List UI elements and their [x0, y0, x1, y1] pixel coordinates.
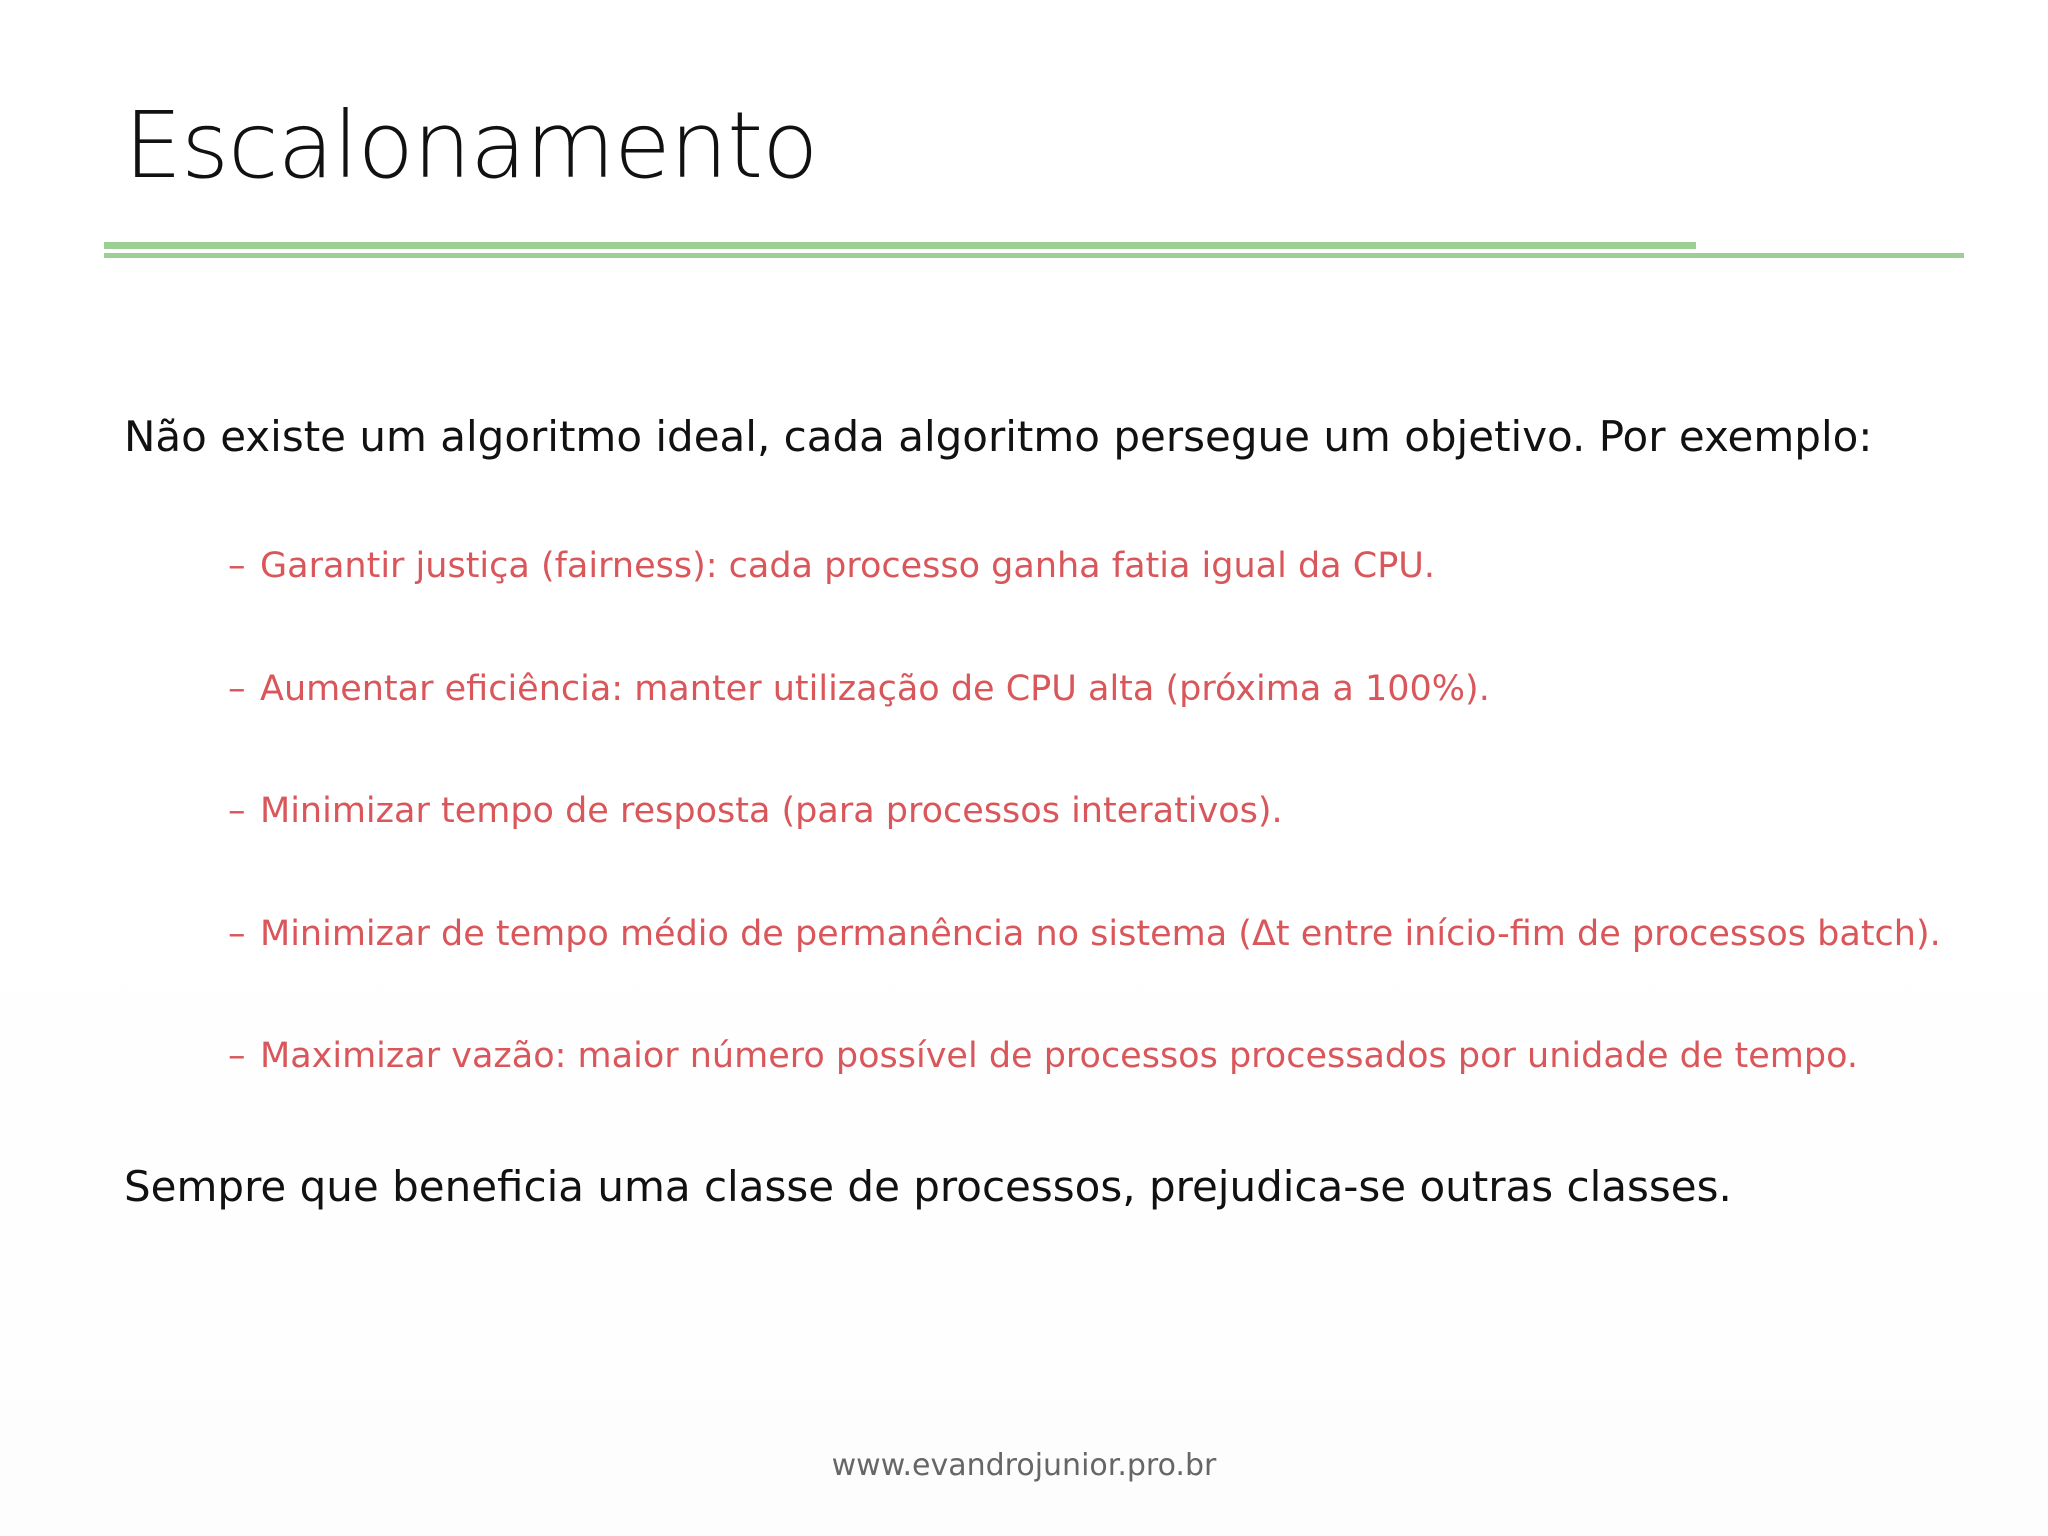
slide-title: Escalonamento [124, 92, 818, 199]
bullet-marker: – [228, 913, 246, 954]
list-item-text: Minimizar tempo de resposta (para processos interativos). [260, 791, 1283, 831]
bullet-marker: – [228, 546, 246, 586]
bullet-marker: – [228, 791, 246, 831]
list-item [228, 785, 1941, 908]
list-item [228, 663, 1941, 786]
list-item-text: Garantir justiça (fairness): cada processo ganha fatia igual da CPU. [260, 546, 1436, 586]
bullet-marker: – [228, 668, 246, 709]
title-underline-lower [104, 253, 1964, 258]
list-item [228, 908, 1941, 1031]
closing-text: Sempre que beneficia uma classe de processos, prejudica-se outras classes. [124, 1162, 1732, 1211]
bullet-marker: – [228, 1036, 246, 1076]
list-item [228, 540, 1941, 663]
intro-text: Não existe um algoritmo ideal, cada algoritmo persegue um objetivo. Por exemplo: [124, 412, 1873, 461]
list-item [228, 1030, 1941, 1153]
footer-url: www.evandrojunior.pro.br [831, 1448, 1217, 1483]
list-item-text: Minimizar de tempo médio de permanência no sistema (Δt entre início-fim de processos batch). [260, 913, 1941, 954]
title-underline-upper [104, 242, 1696, 249]
list-item-text: Maximizar vazão: maior número possível de processos processados por unidade de tempo. [260, 1036, 1859, 1076]
objectives-list [228, 540, 1941, 1153]
list-item-text: Aumentar eficiência: manter utilização de CPU alta (próxima a 100%). [260, 668, 1490, 709]
